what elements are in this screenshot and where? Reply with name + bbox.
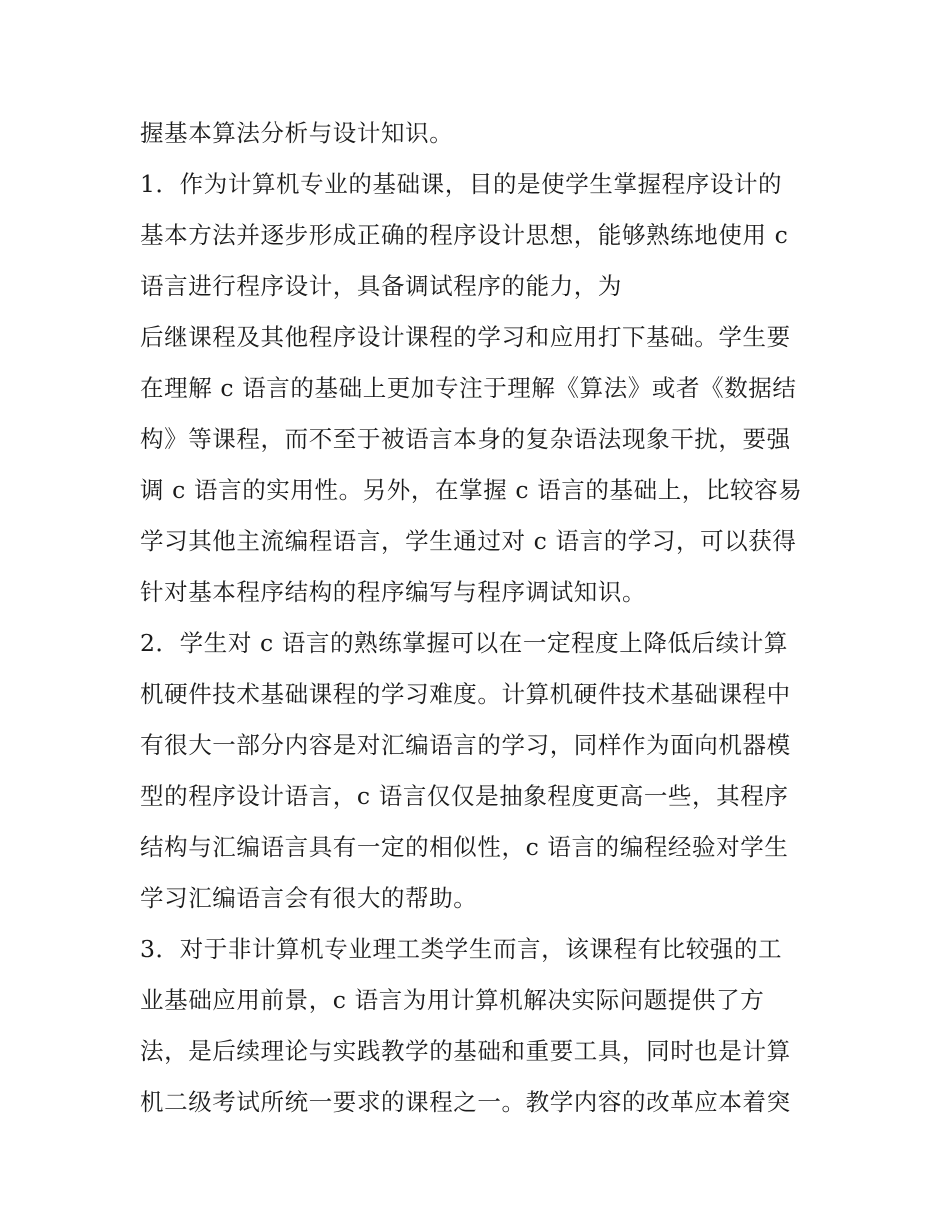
text-line: 机二级考试所统一要求的课程之一。教学内容的改革应本着突 — [140, 1088, 791, 1116]
text-line: 结构与汇编语言具有一定的相似性，c 语言的编程经验对学生 — [140, 833, 789, 861]
text-line: 有很大一部分内容是对汇编语言的学习，同样作为面向机器模 — [140, 731, 791, 759]
text-line: 1．作为计算机专业的基础课，目的是使学生掌握程序设计的 — [140, 170, 783, 198]
text-line: 调 c 语言的实用性。另外，在掌握 c 语言的基础上，比较容易 — [140, 476, 803, 504]
text-line: 基本方法并逐步形成正确的程序设计思想，能够熟练地使用 c — [140, 221, 789, 249]
text-line: 型的程序设计语言，c 语言仅仅是抽象程度更高一些，其程序 — [140, 782, 789, 810]
body-text — [140, 108, 830, 1128]
text-line: 法，是后续理论与实践教学的基础和重要工具，同时也是计算 — [140, 1037, 791, 1065]
text-line: 针对基本程序结构的程序编写与程序调试知识。 — [140, 578, 647, 606]
text-line: 2．学生对 c 语言的熟练掌握可以在一定程度上降低后续计算 — [140, 629, 788, 657]
text-line: 业基础应用前景，c 语言为用计算机解决实际问题提供了方 — [140, 986, 765, 1014]
text-line: 在理解 c 语言的基础上更加专注于理解《算法》或者《数据结 — [140, 374, 797, 402]
text-line: 学习汇编语言会有很大的帮助。 — [140, 884, 478, 912]
text-line: 握基本算法分析与设计知识。 — [140, 119, 454, 147]
text-line: 构》等课程，而不至于被语言本身的复杂语法现象干扰，要强 — [140, 425, 791, 453]
text-line: 学习其他主流编程语言，学生通过对 c 语言的学习，可以获得 — [140, 527, 797, 555]
text-line: 机硬件技术基础课程的学习难度。计算机硬件技术基础课程中 — [140, 680, 791, 708]
text-line: 后继课程及其他程序设计课程的学习和应用打下基础。学生要 — [140, 323, 791, 351]
text-line: 3．对于非计算机专业理工类学生而言，该课程有比较强的工 — [140, 935, 783, 963]
text-line: 语言进行程序设计，具备调试程序的能力，为 — [140, 272, 622, 300]
